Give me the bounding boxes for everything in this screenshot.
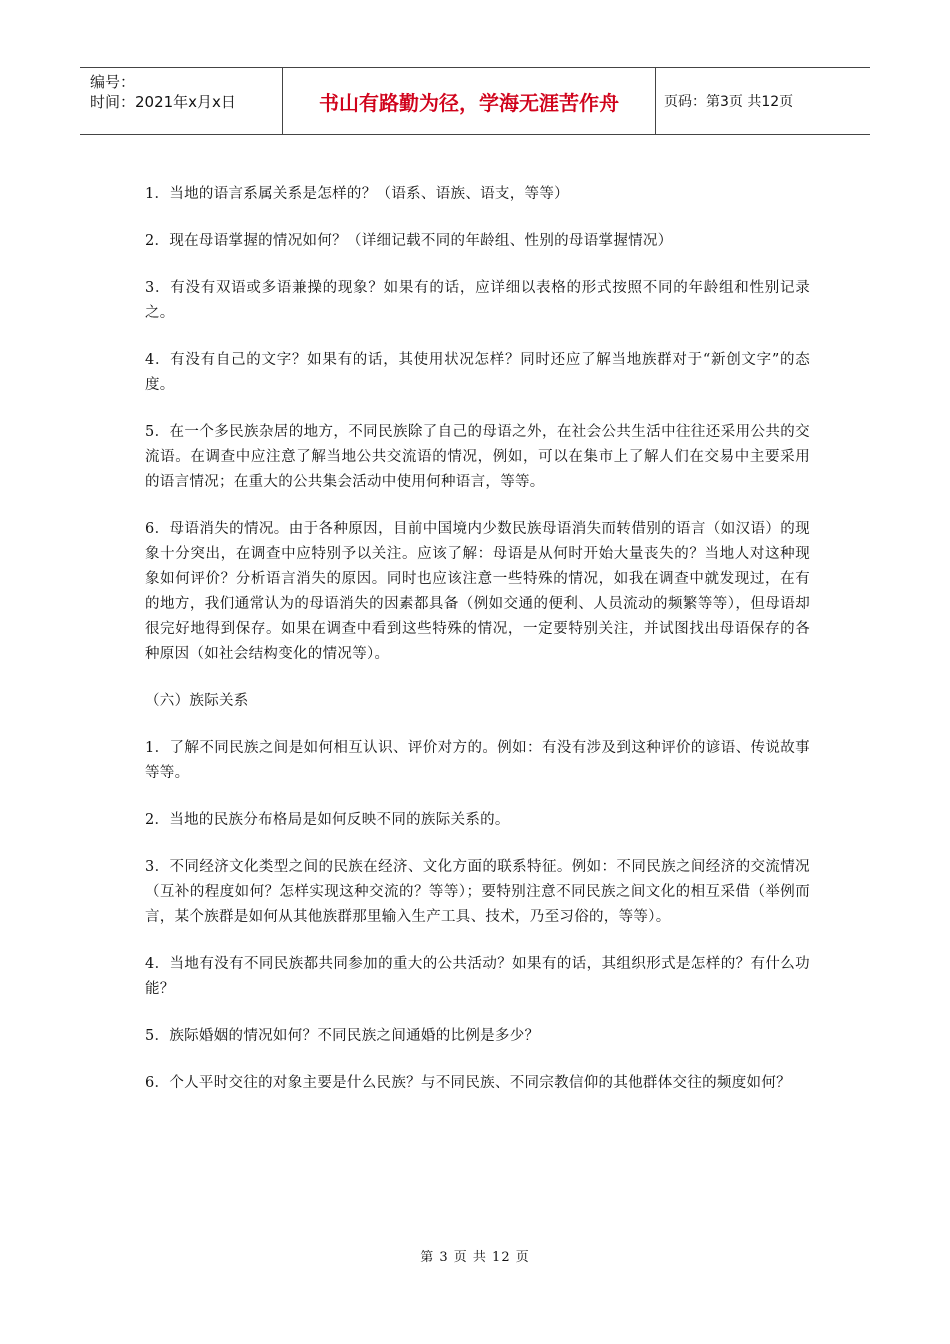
paragraph: 2．当地的民族分布格局是如何反映不同的族际关系的。 [145,812,510,828]
paragraph: 2．现在母语掌握的情况如何？（详细记载不同的年龄组、性别的母语掌握情况） [145,233,673,249]
paragraph: 4．有没有自己的文字？如果有的话，其使用状况怎样？同时还应了解当地族群对于“新创文字”的态度。 [145,352,810,393]
document-number: 编号： [90,73,136,91]
paragraph: 6．个人平时交往的对象主要是什么民族？与不同民族、不同宗教信仰的其他群体交往的频度如何？ [145,1075,791,1091]
paragraph: 1．当地的语言系属关系是怎样的？（语系、语族、语支，等等） [145,186,569,202]
paragraph: 5．族际婚姻的情况如何？不同民族之间通婚的比例是多少？ [145,1028,540,1044]
paragraph: 3．有没有双语或多语兼操的现象？如果有的话，应详细以表格的形式按照不同的年龄组和性别记录之。 [145,280,810,321]
paragraph: 6．母语消失的情况。由于各种原因，目前中国境内少数民族母语消失而转借别的语言（如汉语）的现象十分突出，在调查中应特别予以关注。应该了解：母语是从何时开始大量丧失的？当地人对这种现象如何评价？分析语言消失的原因。同时也应该注意一些特殊的情况，如我在调查中就发现过，在有的地方，我们通常认为的母语消失的因素都具备（例如交通的便利、人员流动的频繁等等），但母语却很完好地得到保存。如果在调查中看到这些特殊的情况，一定要特别关注，并试图找出母语保存的各种原因（如社会结构变化的情况等）。 [145,521,810,662]
document-body [145,182,810,1118]
header-page-info: 页码：第3页 共12页 [664,94,794,110]
paragraph: 3．不同经济文化类型之间的民族在经济、文化方面的联系特征。例如：不同民族之间经济的交流情况（互补的程度如何？怎样实现这种交流的？等等）；要特别注意不同民族之间文化的相互采借（举例而言，某个族群是如何从其他族群那里输入生产工具、技术，乃至习俗的，等等）。 [145,859,810,925]
document-date: 时间：2021年x月x日 [90,93,236,111]
section-heading: （六）族际关系 [145,693,249,709]
paragraph: 1．了解不同民族之间是如何相互认识、评价对方的。例如：有没有涉及到这种评价的谚语、传说故事等等。 [145,740,810,781]
header-motto: 书山有路勤为径，学海无涯苦作舟 [282,68,656,134]
page-footer: 第 3 页 共 12 页 [420,1250,530,1265]
page-header [80,67,870,135]
paragraph: 5．在一个多民族杂居的地方，不同民族除了自己的母语之外，在社会公共生活中往往还采用公共的交流语。在调查中应注意了解当地公共交流语的情况，例如，可以在集市上了解人们在交易中主要采用的语言情况；在重大的公共集会活动中使用何种语言，等等。 [145,424,810,490]
header-meta [80,68,282,134]
paragraph: 4．当地有没有不同民族都共同参加的重大的公共活动？如果有的话，其组织形式是怎样的？有什么功能？ [145,956,810,997]
